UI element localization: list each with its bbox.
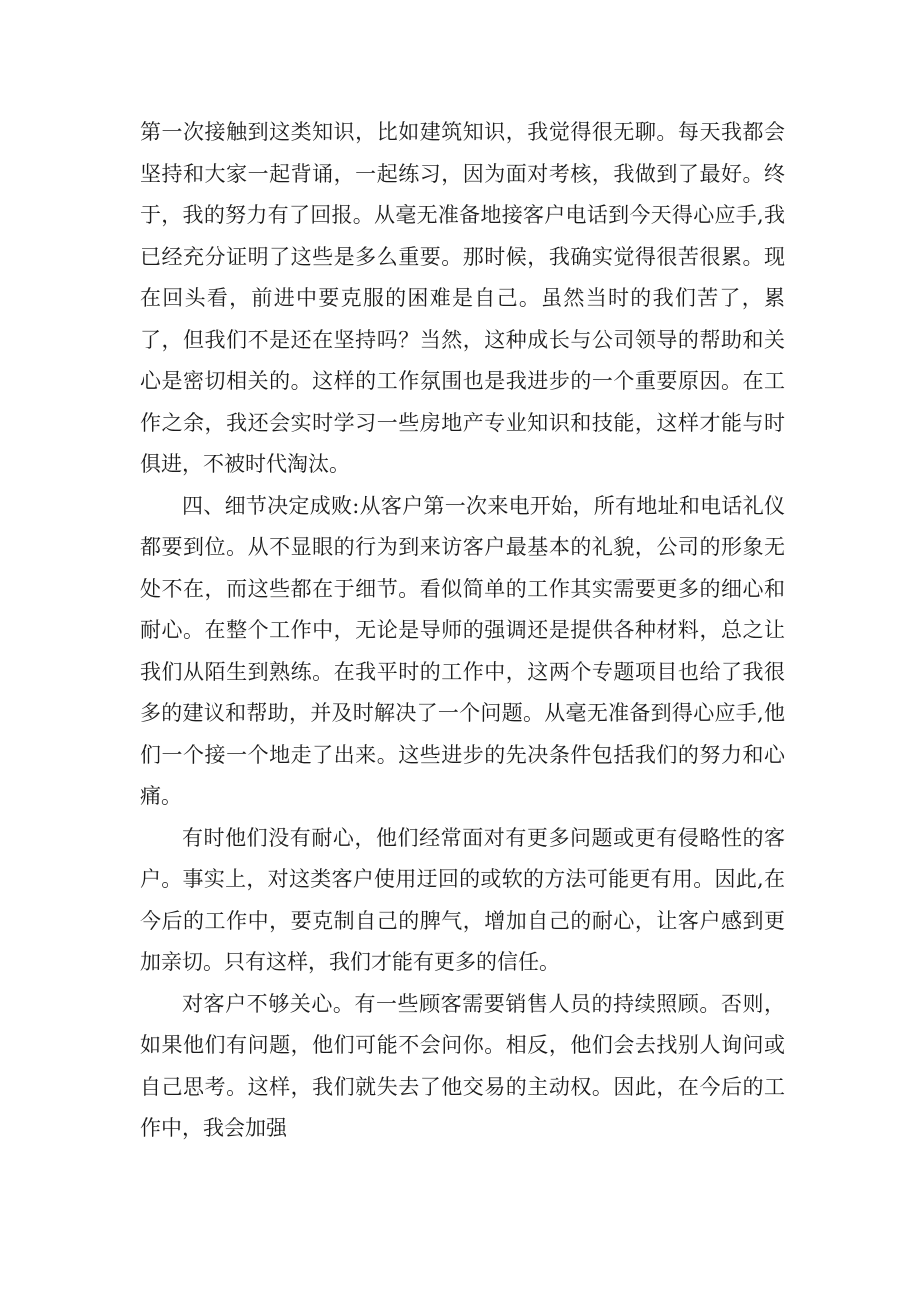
paragraph-3: 有时他们没有耐心，他们经常面对有更多问题或更有侵略性的客户。事实上，对这类客户使用迂回的或软的方法可能更有用。因此,在今后的工作中，要克制自己的脾气，增加自己的耐心，让客户感到更加亲切。只有这样，我们才能有更多的信任。 [140,825,785,974]
paragraph-1: 第一次接触到这类知识，比如建筑知识，我觉得很无聊。每天我都会坚持和大家一起背诵，一起练习，因为面对考核，我做到了最好。终于，我的努力有了回报。从毫无准备地接客户电话到今天得心应手,我已经充分证明了这些是多么重要。那时候，我确实觉得很苦很累。现在回头看，前进中要克服的困难是自己。虽然当时的我们苦了，累了，但我们不是还在坚持吗？当然，这种成长与公司领导的帮助和关心是密切相关的。这样的工作氛围也是我进步的一个重要原因。在工作之余，我还会实时学习一些房地产专业知识和技能，这样才能与时俱进，不被时代淘汰。 [140,120,785,476]
paragraph-2: 四、细节决定成败:从客户第一次来电开始，所有地址和电话礼仪都要到位。从不显眼的行为到来访客户最基本的礼貌，公司的形象无处不在，而这些都在于细节。看似简单的工作其实需要更多的细心和耐心。在整个工作中，无论是导师的强调还是提供各种材料，总之让我们从陌生到熟练。在我平时的工作中，这两个专题项目也给了我很多的建议和帮助，并及时解决了一个问题。从毫无准备到得心应手,他们一个接一个地走了出来。这些进步的先决条件包括我们的努力和心痛。 [140,493,785,808]
document-body [140,112,785,1150]
paragraph-4: 对客户不够关心。有一些顾客需要销售人员的持续照顾。否则，如果他们有问题，他们可能不会问你。相反，他们会去找别人询问或自己思考。这样，我们就失去了他交易的主动权。因此，在今后的工作中，我会加强 [140,991,785,1140]
